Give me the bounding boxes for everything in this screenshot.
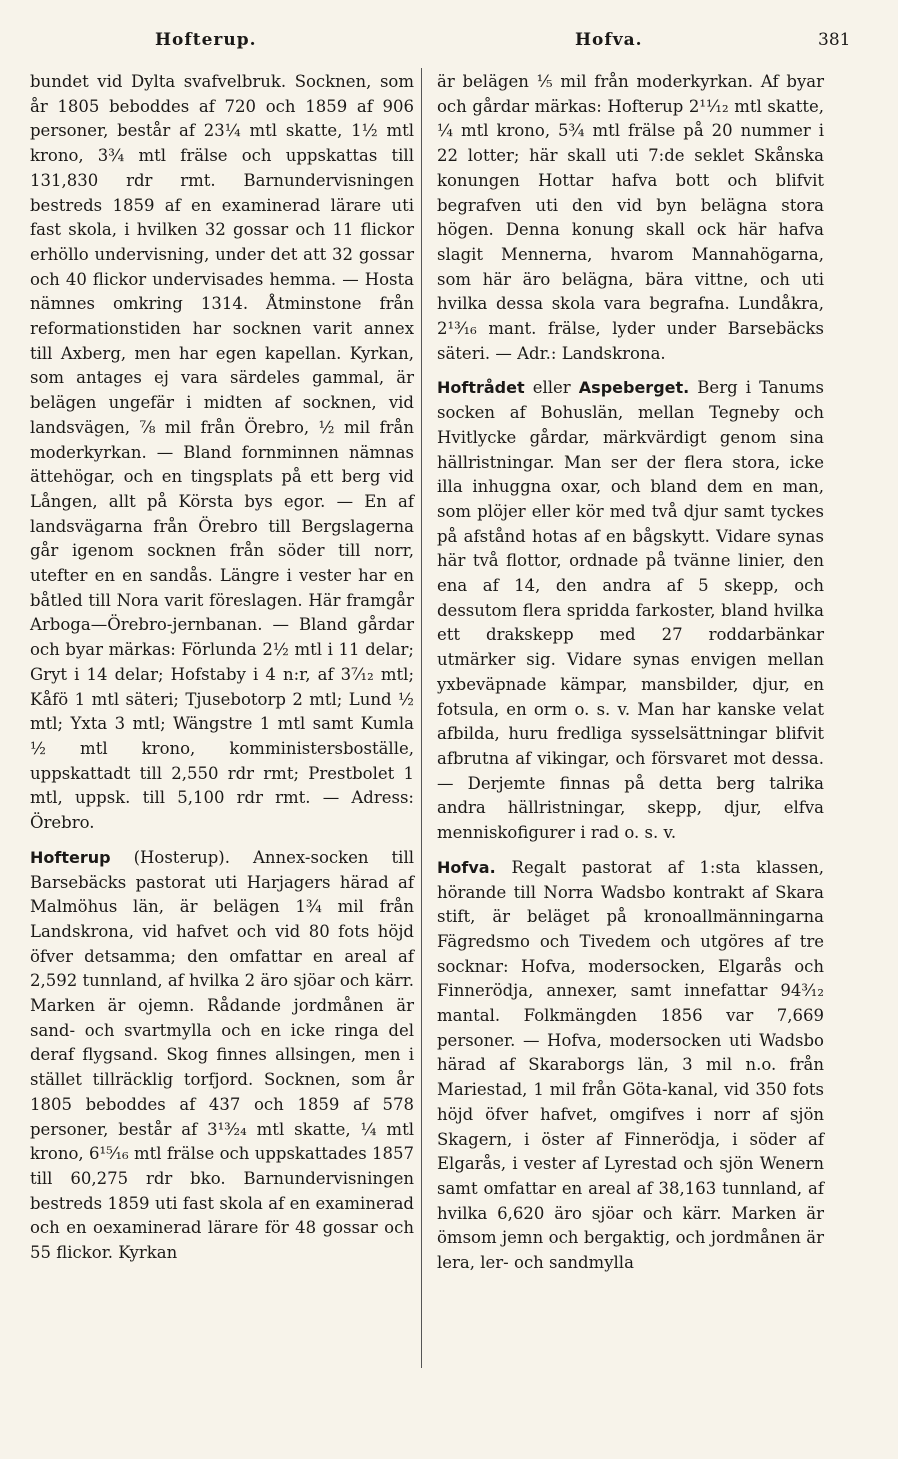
entry-headword-alt: Aspeberget. bbox=[578, 378, 690, 398]
entry-hoftradet bbox=[437, 376, 824, 845]
entry-headword: Hofterup bbox=[30, 847, 111, 867]
entry-hofva bbox=[437, 856, 824, 1276]
entry-connector: eller bbox=[524, 378, 579, 398]
entry-body: (Hosterup). Annex-socken till Barsebäcks pastorat uti Harjagers härad af Malmöhus län, är belägen 1¾ mil från Landskrona, vid hafvet och vid 80 fots höjd öfver detsamma; den omfattar en areal af 2,592 tunnland, af hvilka 2 äro sjöar och kärr. Marken är ojemn. Rådande jordmånen är sand- och svartmylla och en icke ringa del deraf flygsand. Skog finnes allsingen, men i stället tillräcklig torfjord. Socknen, som år 1805 beboddes af 437 och 1859 af 578 personer, består af 3¹³⁄₂₄ mtl skatte, ¼ mtl krono, 6¹⁵⁄₁₆ mtl frälse och uppskattades 1857 till 60,275 rdr bko. Barnundervisningen bestreds 1859 uti fast skola af en examinerad och en oexaminerad lärare för 48 gossar och 55 flickor. Kyrkan bbox=[30, 847, 414, 1263]
entry-body: Regalt pastorat af 1:sta klassen, hörande till Norra Wadsbo kontrakt af Skara stift, är beläget på kronoallmänningarna Fägredsmo och Tivedem och utgöres af tre socknar: Hofva, modersocken, Elgarås och Finnerödja, annexer, samt innefattar 94³⁄₁₂ mantal. Folkmängden 1856 var 7,669 personer. — Hofva, modersocken uti Wadsbo härad af Skaraborgs län, 3 mil n.o. från Mariestad, 1 mil från Göta-kanal, vid 350 fots höjd öfver hafvet, omgifves i norr af sjön Skagern, i öster af Finnerödja, i söder af Elgarås, i vester af Lyrestad och sjön Wenern samt omfattar en areal af 38,163 tunnland, af hvilka 6,620 äro sjöar och kärr. Marken är ömsom jemn och bergaktig, och jordmånen är lera, ler- och sandmylla bbox=[437, 857, 824, 1273]
left-column bbox=[30, 70, 414, 1276]
running-head-left: Hofterup. bbox=[155, 30, 257, 50]
entry-body: Berg i Tanums socken af Bohuslän, mellan Tegneby och Hvitlycke gårdar, märkvärdigt genom sina hällristningar. Man ser der flera stora, icke illa inhuggna oxar, och bland dem en man, som plöjer eller kör med två djur samt tyckes på afstånd hotas af en bågskytt. Vidare synas här två flottor, ordnade på tvänne linier, den ena af 14, den andra af 5 skepp, och dessutom flera spridda farkoster, bland hvilka ett drakskepp med 27 roddarbänkar utmärker sig. Vidare synas envigen mellan yxbeväpnade kämpar, mansbilder, djur, en fotsula, en orm o. s. v. Man har kanske velat afbilda, huru fredliga sysselsättningar blifvit afbrutna af vikingar, och försvaret mot dessa. — Derjemte finnas på detta berg talrika andra hällristningar, skepp, djur, elfva menniskofigurer i rad o. s. v. bbox=[437, 378, 825, 843]
entry-continuation: bundet vid Dylta svafvelbruk. Socknen, som år 1805 beboddes af 720 och 1859 af 906 personer, består af 23¼ mtl skatte, 1½ mtl krono, 3¾ mtl frälse och uppskattas till 131,830 rdr rmt. Barnundervisningen bestreds 1859 af en examinerad lärare uti fast skola, i hvilken 32 gossar och 11 flickor erhöllo undervisning, under det att 32 gossar och 40 flickor undervisades hemma. — Hosta nämnes omkring 1314. Åtminstone från reformationstiden har socknen varit annex till Axberg, men har egen kapellan. Kyrkan, som antages ej vara särdeles gammal, är belägen ungefär i midten af socknen, vid landsvägen, ⅞ mil från Örebro, ½ mil från moderkyrkan. — Bland fornminnen nämnas ättehögar, och en tingsplats på ett berg vid Lången, allt på Körsta bys egor. — En af landsvägarna från Örebro till Bergslagerna går igenom socknen från söder till norr, utefter en en sandås. Längre i vester har en båtled till Nora varit föreslagen. Här framgår Arboga—Örebro-jernbanan. — Bland gårdar och byar märkas: Förlunda 2½ mtl i 11 delar; Gryt i 14 delar; Hofstaby i 4 n:r, af 3⁷⁄₁₂ mtl; Kåfö 1 mtl säteri; Tjusebotorp 2 mtl; Lund ½ mtl; Yxta 3 mtl; Wängstre 1 mtl samt Kumla ½ mtl krono, komministersboställe, uppskattadt till 2,550 rdr rmt; Prestbolet 1 mtl, uppsk. till 5,100 rdr rmt. — Adress: Örebro. bbox=[30, 72, 414, 833]
column-divider bbox=[421, 68, 422, 1368]
page-number: 381 bbox=[818, 30, 851, 50]
entry-hofterup bbox=[30, 846, 414, 1266]
entry-headword: Hofva. bbox=[437, 857, 496, 877]
running-head-right: Hofva. bbox=[575, 30, 643, 50]
page-header bbox=[0, 30, 898, 60]
entry-continuation-right: är belägen ⅕ mil från moderkyrkan. Af byar och gårdar märkas: Hofterup 2¹¹⁄₁₂ mtl skatte, ¼ mtl krono, 5¾ mtl frälse på 20 nummer i 22 lotter; här skall uti 7:de seklet Skånska konungen Hottar hafva bott och blifvit begrafven uti den vid byn belägna stora högen. Denna konung skall ock här hafva slagit Mennerna, hvarom Mannahögarna, som här äro belägna, bära vittne, och uti hvilka dessa skola vara begrafna. Lundåkra, 2¹³⁄₁₆ mant. frälse, lyder under Barsebäcks säteri. — Adr.: Landskrona. bbox=[437, 72, 824, 363]
entry-headword: Hoftrådet bbox=[437, 378, 525, 398]
right-column bbox=[437, 70, 824, 1286]
